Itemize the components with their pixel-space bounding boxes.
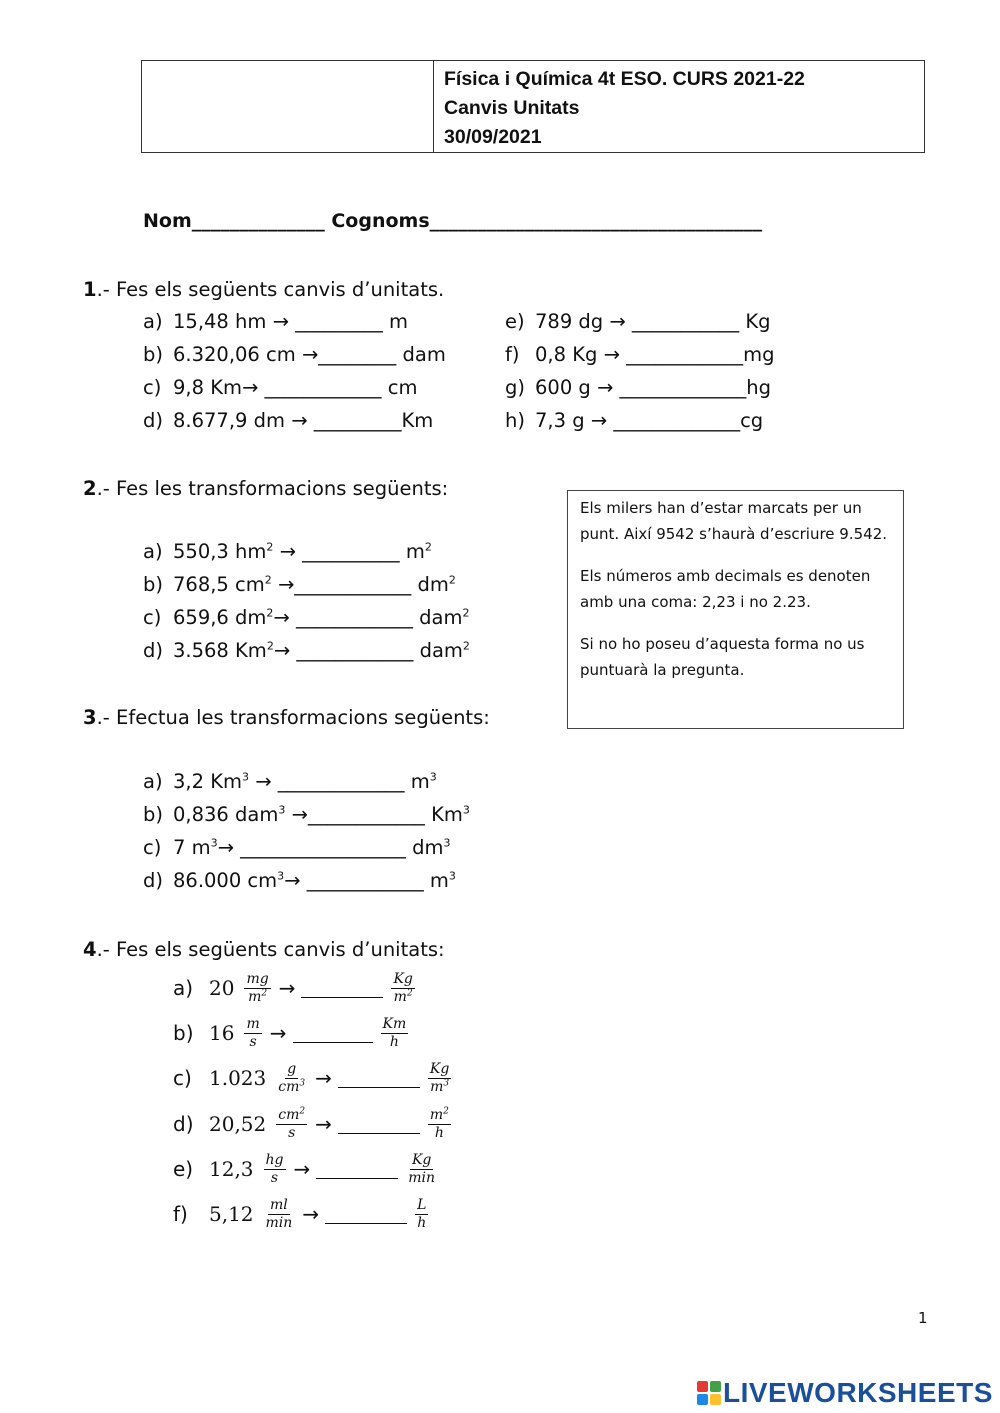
item-text: 600 g → _____________hg xyxy=(535,376,772,399)
logo-block xyxy=(697,1381,708,1392)
answer-blank[interactable]: → ____________ xyxy=(273,606,420,629)
item-label: a) xyxy=(143,770,163,793)
numerator-unit: Kg xyxy=(429,1060,450,1077)
from-value: 7 m xyxy=(173,836,211,859)
answer-row[interactable] xyxy=(143,343,446,376)
answer-row[interactable] xyxy=(505,343,774,376)
from-value: 86.000 cm xyxy=(173,869,278,892)
logo-block xyxy=(710,1394,721,1405)
to-exponent: 2 xyxy=(462,639,470,653)
item-text: 9,8 Km→ ____________ cm xyxy=(173,376,418,399)
denominator-unit: min xyxy=(408,1169,436,1186)
denominator-unit: s xyxy=(288,1124,296,1141)
numerator-unit: L xyxy=(417,1196,427,1213)
to-unit: m xyxy=(405,540,425,563)
item-label: b) xyxy=(143,343,163,366)
unit-fraction xyxy=(406,1152,437,1187)
item-label: d) xyxy=(143,409,163,432)
fraction-denominator xyxy=(286,1125,297,1142)
from-exponent: 2 xyxy=(266,606,274,620)
numerator-unit: Kg xyxy=(411,1151,432,1168)
item-label: d) xyxy=(143,639,163,662)
fraction-denominator xyxy=(269,1170,280,1187)
answer-row[interactable] xyxy=(173,1056,455,1100)
question-2-heading: 2.- Fes les transformacions següents: xyxy=(83,477,449,500)
fraction-numerator xyxy=(276,1107,307,1125)
denominator-unit: h xyxy=(434,1124,444,1141)
fraction-denominator xyxy=(388,1034,401,1051)
item-label: b) xyxy=(143,573,163,596)
question-3-heading: 3.- Efectua les transformacions següents: xyxy=(83,706,490,729)
logo-block xyxy=(710,1381,721,1392)
item-label: d) xyxy=(173,1112,194,1136)
arrow-icon: → xyxy=(302,1202,320,1226)
numerator-unit: hg xyxy=(265,1151,284,1168)
denominator-exponent: 3 xyxy=(443,1077,450,1088)
item-label: c) xyxy=(143,376,162,399)
fraction-denominator xyxy=(392,989,415,1006)
denominator-unit: h xyxy=(417,1214,427,1231)
fraction-numerator xyxy=(268,1197,290,1215)
fraction-numerator xyxy=(285,1061,298,1079)
to-unit: dm xyxy=(412,836,444,859)
denominator-unit: min xyxy=(265,1214,293,1231)
denominator-unit: m xyxy=(248,988,262,1005)
answer-row[interactable] xyxy=(143,540,470,573)
to-exponent: 2 xyxy=(424,540,432,554)
answer-row[interactable] xyxy=(505,310,774,343)
answer-row[interactable] xyxy=(143,770,470,803)
numerator-unit: g xyxy=(287,1060,297,1077)
item-text: 789 dg → ___________ Kg xyxy=(535,310,771,333)
answer-blank[interactable] xyxy=(325,1205,407,1224)
item-text: 15,48 hm → _________ m xyxy=(173,310,409,333)
to-exponent: 2 xyxy=(462,606,470,620)
worksheet-title: Canvis Unitats xyxy=(444,97,580,119)
page-number: 1 xyxy=(918,1309,928,1327)
from-exponent: 3 xyxy=(210,836,218,850)
from-value: 3,2 Km xyxy=(173,770,242,793)
answer-row[interactable] xyxy=(143,869,470,902)
numerator-exponent: 2 xyxy=(299,1105,306,1116)
from-exponent: 2 xyxy=(264,573,272,587)
item-label: a) xyxy=(173,976,194,1000)
fraction-denominator xyxy=(433,1125,446,1142)
header-divider xyxy=(433,61,434,152)
answer-row[interactable] xyxy=(143,409,446,442)
to-exponent: 2 xyxy=(448,573,456,587)
answer-blank[interactable] xyxy=(338,1115,420,1134)
answer-blank[interactable]: → ____________ xyxy=(273,639,420,662)
unit-fraction xyxy=(415,1197,428,1232)
unit-fraction xyxy=(428,1061,451,1096)
instructions-note xyxy=(567,490,904,729)
course-title: Física i Química 4t ESO. CURS 2021-22 xyxy=(444,68,805,90)
to-unit: dm xyxy=(417,573,449,596)
denominator-unit: h xyxy=(389,1033,399,1050)
item-label: h) xyxy=(505,409,525,432)
numerator-unit: m xyxy=(246,1015,260,1032)
from-value: 3.568 Km xyxy=(173,639,267,662)
note-decimals: Els números amb decimals es denoten amb una coma: 2,23 i no 2.23. xyxy=(580,567,871,611)
item-label: a) xyxy=(143,540,163,563)
denominator-unit: cm xyxy=(278,1078,300,1095)
answer-row[interactable] xyxy=(173,1147,441,1191)
numerator-unit: ml xyxy=(270,1196,288,1213)
question-2-items xyxy=(143,540,470,672)
fraction-numerator xyxy=(244,971,270,989)
to-exponent: 3 xyxy=(462,803,470,817)
liveworksheets-logo xyxy=(697,1378,993,1408)
fraction-denominator xyxy=(246,989,269,1006)
arrow-icon: → xyxy=(315,1066,332,1090)
item-label: f) xyxy=(173,1202,188,1226)
answer-row[interactable] xyxy=(143,836,470,869)
from-value: 550,3 hm xyxy=(173,540,267,563)
item-label: g) xyxy=(505,376,525,399)
fraction-denominator xyxy=(264,1215,295,1232)
item-text: 8.677,9 dm → _________Km xyxy=(173,409,434,432)
to-unit: m xyxy=(429,869,449,892)
item-text: 6.320,06 cm →________ dam xyxy=(173,343,446,366)
answer-blank[interactable]: → ____________ xyxy=(284,869,430,892)
item-label: b) xyxy=(173,1021,194,1045)
quantity-value: 12,3 xyxy=(209,1157,254,1181)
fraction-numerator xyxy=(415,1197,428,1215)
item-label: e) xyxy=(505,310,525,333)
to-unit: Km xyxy=(431,803,463,826)
numerator-exponent: 2 xyxy=(443,1105,449,1116)
from-exponent: 2 xyxy=(266,540,274,554)
logo-text: LIVEWORKSHEETS xyxy=(723,1377,993,1408)
answer-row[interactable] xyxy=(143,606,470,639)
quantity-value: 16 xyxy=(209,1021,235,1045)
from-exponent: 2 xyxy=(266,639,274,653)
to-exponent: 3 xyxy=(448,869,456,883)
numerator-unit: m xyxy=(429,1106,444,1123)
worksheet-date: 30/09/2021 xyxy=(444,126,542,148)
fraction-numerator xyxy=(428,1061,451,1079)
from-exponent: 3 xyxy=(278,803,286,817)
fraction-numerator xyxy=(381,1016,409,1034)
answer-blank[interactable] xyxy=(293,1024,373,1043)
unit-fraction xyxy=(276,1061,307,1096)
quantity-value: 5,12 xyxy=(209,1202,254,1226)
fraction-numerator xyxy=(244,1016,261,1034)
fraction-denominator xyxy=(248,1034,259,1051)
question-4-heading: 4.- Fes els següents canvis d’unitats: xyxy=(83,938,445,961)
answer-blank[interactable] xyxy=(316,1160,398,1179)
note-thousands: Els milers han d’estar marcats per un punt. Així 9542 s’haurà d’escriure 9.542. xyxy=(580,499,888,543)
answer-row[interactable] xyxy=(173,966,419,1010)
answer-blank[interactable]: → __________ xyxy=(273,540,406,563)
answer-row[interactable] xyxy=(143,573,470,606)
answer-blank[interactable] xyxy=(338,1069,420,1088)
unit-fraction xyxy=(244,1016,261,1051)
answer-blank[interactable]: → _____________ xyxy=(249,770,411,793)
header-info xyxy=(444,65,805,152)
answer-row[interactable] xyxy=(143,310,446,343)
answer-row[interactable] xyxy=(143,639,470,672)
from-value: 768,5 cm xyxy=(173,573,265,596)
arrow-icon: → xyxy=(293,1157,311,1181)
item-text: 7,3 g → _____________cg xyxy=(535,409,764,432)
item-label: c) xyxy=(143,836,162,859)
to-exponent: 3 xyxy=(429,770,437,784)
answer-row[interactable] xyxy=(505,409,774,442)
answer-row[interactable] xyxy=(143,803,470,836)
arrow-icon: → xyxy=(315,1112,332,1136)
question-1-left-items xyxy=(143,310,446,442)
fraction-denominator xyxy=(276,1079,307,1096)
item-text: 0,8 Kg → ____________mg xyxy=(535,343,775,366)
fraction-numerator xyxy=(391,971,414,989)
answer-row[interactable] xyxy=(143,376,446,409)
to-unit: dam xyxy=(419,639,463,662)
numerator-unit: mg xyxy=(246,970,269,987)
item-label: c) xyxy=(143,606,162,629)
quantity-value: 1.023 xyxy=(209,1066,267,1090)
arrow-icon: → xyxy=(269,1021,287,1045)
numerator-unit: Km xyxy=(382,1015,407,1032)
unit-fraction xyxy=(264,1197,295,1232)
to-unit: m xyxy=(410,770,430,793)
question-1-heading: 1.- Fes els següents canvis d’unitats. xyxy=(83,278,445,301)
logo-icon xyxy=(697,1381,721,1405)
fraction-denominator xyxy=(428,1079,451,1096)
to-unit: dam xyxy=(419,606,463,629)
answer-blank[interactable]: →____________ xyxy=(271,573,418,596)
from-value: 659,6 dm xyxy=(173,606,267,629)
numerator-unit: Kg xyxy=(393,970,413,987)
fraction-denominator xyxy=(406,1170,437,1187)
question-1-right-items xyxy=(505,310,774,442)
fraction-denominator xyxy=(415,1215,428,1232)
item-label: e) xyxy=(173,1157,194,1181)
quantity-value: 20 xyxy=(209,976,235,1000)
denominator-unit: m xyxy=(393,988,407,1005)
answer-blank[interactable]: →____________ xyxy=(285,803,432,826)
fraction-numerator xyxy=(264,1152,286,1170)
unit-fraction xyxy=(244,971,270,1006)
note-penalty: Si no ho poseu d’aquesta forma no us puntuarà la pregunta. xyxy=(580,635,865,679)
item-label: d) xyxy=(143,869,163,892)
quantity-value: 20,52 xyxy=(209,1112,267,1136)
numerator-unit: cm xyxy=(278,1106,300,1123)
from-exponent: 3 xyxy=(242,770,249,784)
answer-row[interactable] xyxy=(173,1192,432,1236)
denominator-unit: m xyxy=(430,1078,444,1095)
denominator-unit: s xyxy=(270,1169,279,1186)
unit-fraction xyxy=(391,971,414,1006)
unit-fraction xyxy=(276,1107,307,1142)
unit-fraction xyxy=(264,1152,286,1187)
answer-blank[interactable]: → _________________ xyxy=(217,836,413,859)
item-label: a) xyxy=(143,310,163,333)
answer-blank[interactable] xyxy=(301,979,383,998)
item-label: f) xyxy=(505,343,520,366)
arrow-icon: → xyxy=(278,976,296,1000)
student-name-field[interactable]: Nom______________ Cognoms___________________________________ xyxy=(143,210,763,232)
fraction-numerator xyxy=(428,1107,451,1125)
logo-block xyxy=(697,1394,708,1405)
answer-row[interactable] xyxy=(173,1011,412,1055)
item-label: c) xyxy=(173,1066,192,1090)
item-label: b) xyxy=(143,803,163,826)
denominator-unit: s xyxy=(249,1033,257,1050)
from-value: 0,836 dam xyxy=(173,803,279,826)
fraction-numerator xyxy=(410,1152,433,1170)
unit-fraction xyxy=(381,1016,409,1051)
answer-row[interactable] xyxy=(505,376,774,409)
denominator-exponent: 2 xyxy=(261,987,268,998)
denominator-exponent: 2 xyxy=(406,987,413,998)
header-table xyxy=(141,60,925,153)
question-3-items xyxy=(143,770,470,902)
from-exponent: 3 xyxy=(277,869,285,883)
to-exponent: 3 xyxy=(443,836,451,850)
answer-row[interactable] xyxy=(173,1102,455,1146)
unit-fraction xyxy=(428,1107,451,1142)
denominator-exponent: 3 xyxy=(299,1077,306,1088)
